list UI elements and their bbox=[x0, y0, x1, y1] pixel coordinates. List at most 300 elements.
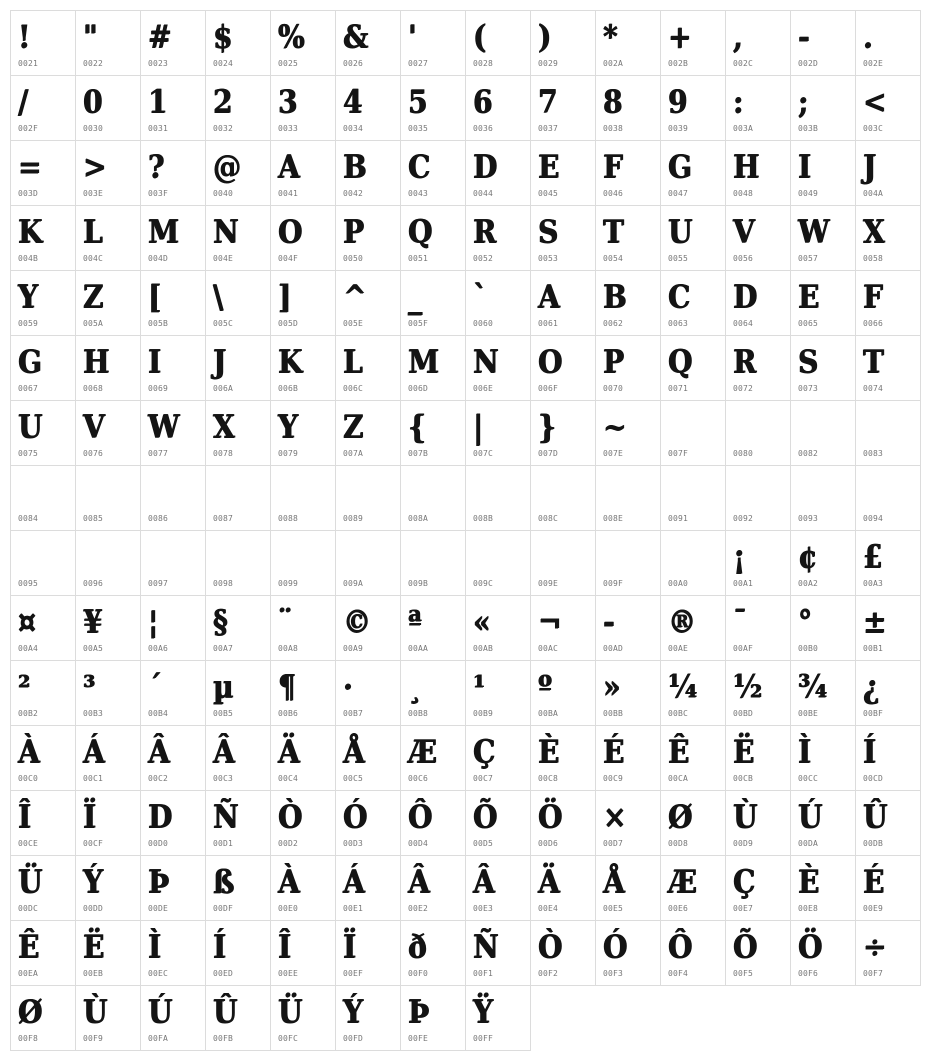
glyph-cell[interactable] bbox=[76, 336, 141, 401]
glyph-cell[interactable] bbox=[531, 401, 596, 466]
glyph-codepoint-label: 0029 bbox=[538, 59, 559, 68]
glyph-cell[interactable] bbox=[206, 596, 271, 661]
glyph-codepoint-label: 006C bbox=[343, 384, 364, 393]
glyph-cell[interactable] bbox=[726, 206, 791, 271]
glyph-cell[interactable] bbox=[336, 271, 401, 336]
glyph-cell[interactable] bbox=[401, 726, 466, 791]
glyph-cell[interactable] bbox=[206, 856, 271, 921]
glyph-preview: 3 bbox=[278, 83, 298, 121]
glyph-cell[interactable] bbox=[856, 206, 921, 271]
glyph-cell[interactable] bbox=[401, 856, 466, 921]
glyph-cell[interactable] bbox=[401, 336, 466, 401]
glyph-codepoint-label: 0049 bbox=[798, 189, 819, 198]
glyph-codepoint-label: 00C2 bbox=[148, 774, 169, 783]
glyph-cell[interactable] bbox=[726, 401, 791, 466]
glyph-codepoint-label: 004D bbox=[148, 254, 169, 263]
glyph-cell[interactable] bbox=[141, 726, 206, 791]
glyph-codepoint-label: 00D6 bbox=[538, 839, 559, 848]
glyph-cell[interactable] bbox=[336, 986, 401, 1051]
glyph-cell[interactable] bbox=[531, 726, 596, 791]
glyph-cell[interactable] bbox=[401, 466, 466, 531]
glyph-cell[interactable] bbox=[791, 531, 856, 596]
glyph-cell[interactable] bbox=[661, 271, 726, 336]
glyph-cell[interactable] bbox=[401, 11, 466, 76]
glyph-cell[interactable] bbox=[401, 206, 466, 271]
glyph-codepoint-label: 0060 bbox=[473, 319, 494, 328]
glyph-cell[interactable] bbox=[661, 11, 726, 76]
glyph-codepoint-label: 004A bbox=[863, 189, 884, 198]
glyph-cell[interactable] bbox=[141, 531, 206, 596]
glyph-preview: L bbox=[343, 343, 363, 381]
glyph-cell[interactable] bbox=[466, 921, 531, 986]
glyph-preview: Ô bbox=[668, 928, 693, 966]
glyph-cell[interactable] bbox=[726, 466, 791, 531]
glyph-cell[interactable] bbox=[271, 336, 336, 401]
glyph-cell[interactable] bbox=[791, 856, 856, 921]
glyph-preview: M bbox=[148, 213, 179, 251]
glyph-cell[interactable] bbox=[596, 661, 661, 726]
glyph-cell[interactable] bbox=[856, 856, 921, 921]
glyph-cell[interactable] bbox=[791, 726, 856, 791]
glyph-codepoint-label: 00A8 bbox=[278, 644, 299, 653]
glyph-cell[interactable] bbox=[11, 466, 76, 531]
glyph-cell[interactable] bbox=[76, 661, 141, 726]
glyph-cell[interactable] bbox=[531, 76, 596, 141]
glyph-codepoint-label: 00DE bbox=[148, 904, 169, 913]
glyph-cell[interactable] bbox=[466, 401, 531, 466]
glyph-cell[interactable] bbox=[11, 11, 76, 76]
glyph-cell[interactable] bbox=[466, 986, 531, 1051]
glyph-cell[interactable] bbox=[11, 141, 76, 206]
glyph-cell[interactable] bbox=[141, 466, 206, 531]
glyph-cell[interactable] bbox=[661, 921, 726, 986]
glyph-preview: Ÿ bbox=[473, 993, 493, 1031]
glyph-cell[interactable] bbox=[336, 726, 401, 791]
glyph-cell[interactable] bbox=[401, 661, 466, 726]
glyph-cell[interactable] bbox=[726, 921, 791, 986]
glyph-cell[interactable] bbox=[76, 986, 141, 1051]
glyph-cell[interactable] bbox=[401, 401, 466, 466]
glyph-cell[interactable] bbox=[466, 596, 531, 661]
glyph-cell[interactable] bbox=[726, 141, 791, 206]
glyph-preview: É bbox=[863, 863, 885, 901]
glyph-codepoint-label: 0063 bbox=[668, 319, 689, 328]
glyph-cell[interactable] bbox=[856, 661, 921, 726]
glyph-codepoint-label: 0027 bbox=[408, 59, 429, 68]
glyph-cell[interactable] bbox=[531, 531, 596, 596]
glyph-cell[interactable] bbox=[791, 11, 856, 76]
glyph-cell[interactable] bbox=[531, 11, 596, 76]
glyph-cell[interactable] bbox=[596, 921, 661, 986]
glyph-cell[interactable] bbox=[271, 206, 336, 271]
glyph-cell[interactable] bbox=[141, 856, 206, 921]
glyph-cell[interactable] bbox=[661, 206, 726, 271]
glyph-codepoint-label: 007A bbox=[343, 449, 364, 458]
glyph-codepoint-label: 0085 bbox=[83, 514, 104, 523]
glyph-codepoint-label: 0047 bbox=[668, 189, 689, 198]
glyph-cell[interactable] bbox=[271, 11, 336, 76]
glyph-cell[interactable] bbox=[661, 466, 726, 531]
glyph-cell[interactable] bbox=[336, 206, 401, 271]
glyph-cell[interactable] bbox=[856, 596, 921, 661]
glyph-cell[interactable] bbox=[791, 921, 856, 986]
glyph-preview: B bbox=[603, 278, 627, 316]
glyph-preview: ¹ bbox=[473, 668, 486, 706]
glyph-codepoint-label: 0052 bbox=[473, 254, 494, 263]
glyph-cell[interactable] bbox=[466, 466, 531, 531]
glyph-cell[interactable] bbox=[531, 791, 596, 856]
glyph-codepoint-label: 0093 bbox=[798, 514, 819, 523]
glyph-codepoint-label: 0066 bbox=[863, 319, 884, 328]
glyph-preview: ¾ bbox=[798, 668, 828, 706]
glyph-cell[interactable] bbox=[791, 141, 856, 206]
glyph-cell[interactable] bbox=[11, 76, 76, 141]
glyph-preview: _ bbox=[408, 278, 422, 316]
glyph-cell[interactable] bbox=[466, 141, 531, 206]
glyph-cell[interactable] bbox=[206, 726, 271, 791]
glyph-cell[interactable] bbox=[11, 661, 76, 726]
glyph-codepoint-label: 00DC bbox=[18, 904, 39, 913]
glyph-cell[interactable] bbox=[336, 921, 401, 986]
glyph-cell[interactable] bbox=[76, 726, 141, 791]
glyph-cell[interactable] bbox=[661, 791, 726, 856]
glyph-cell[interactable] bbox=[726, 11, 791, 76]
glyph-cell[interactable] bbox=[401, 791, 466, 856]
glyph-cell[interactable] bbox=[141, 791, 206, 856]
glyph-preview: U bbox=[18, 408, 43, 446]
glyph-cell[interactable] bbox=[856, 336, 921, 401]
glyph-cell[interactable] bbox=[531, 141, 596, 206]
glyph-cell[interactable] bbox=[11, 336, 76, 401]
glyph-preview: Â bbox=[213, 733, 235, 771]
glyph-cell[interactable] bbox=[466, 76, 531, 141]
glyph-cell[interactable] bbox=[271, 726, 336, 791]
glyph-cell[interactable] bbox=[856, 271, 921, 336]
glyph-cell[interactable] bbox=[141, 336, 206, 401]
glyph-cell[interactable] bbox=[76, 271, 141, 336]
glyph-cell[interactable] bbox=[141, 921, 206, 986]
glyph-cell[interactable] bbox=[466, 531, 531, 596]
glyph-cell[interactable] bbox=[791, 401, 856, 466]
glyph-cell[interactable] bbox=[661, 76, 726, 141]
glyph-codepoint-label: 004C bbox=[83, 254, 104, 263]
glyph-preview: } bbox=[538, 408, 557, 446]
glyph-cell[interactable] bbox=[791, 206, 856, 271]
glyph-cell[interactable] bbox=[11, 726, 76, 791]
glyph-codepoint-label: 002B bbox=[668, 59, 689, 68]
glyph-codepoint-label: 00F7 bbox=[863, 969, 884, 978]
glyph-preview: & bbox=[343, 18, 369, 56]
glyph-cell[interactable] bbox=[11, 271, 76, 336]
glyph-cell[interactable] bbox=[271, 401, 336, 466]
glyph-preview: Ú bbox=[148, 993, 173, 1031]
glyph-cell[interactable] bbox=[76, 141, 141, 206]
glyph-cell[interactable] bbox=[336, 596, 401, 661]
glyph-cell[interactable] bbox=[531, 921, 596, 986]
glyph-cell[interactable] bbox=[596, 401, 661, 466]
glyph-cell[interactable] bbox=[336, 661, 401, 726]
glyph-cell[interactable] bbox=[661, 856, 726, 921]
glyph-cell[interactable] bbox=[271, 596, 336, 661]
glyph-cell[interactable] bbox=[206, 271, 271, 336]
glyph-cell[interactable] bbox=[271, 661, 336, 726]
glyph-cell[interactable] bbox=[531, 466, 596, 531]
glyph-codepoint-label: 00FF bbox=[473, 1034, 494, 1043]
glyph-cell[interactable] bbox=[401, 531, 466, 596]
glyph-cell[interactable] bbox=[726, 661, 791, 726]
glyph-cell[interactable] bbox=[206, 11, 271, 76]
glyph-cell[interactable] bbox=[76, 921, 141, 986]
glyph-cell[interactable] bbox=[76, 791, 141, 856]
glyph-cell[interactable] bbox=[791, 466, 856, 531]
glyph-cell[interactable] bbox=[661, 141, 726, 206]
glyph-preview: E bbox=[538, 148, 560, 186]
glyph-cell[interactable] bbox=[596, 141, 661, 206]
glyph-cell[interactable] bbox=[401, 141, 466, 206]
glyph-codepoint-label: 006A bbox=[213, 384, 234, 393]
glyph-cell[interactable] bbox=[596, 791, 661, 856]
glyph-cell[interactable] bbox=[206, 791, 271, 856]
glyph-cell[interactable] bbox=[466, 791, 531, 856]
glyph-cell[interactable] bbox=[271, 141, 336, 206]
glyph-cell[interactable] bbox=[11, 596, 76, 661]
glyph-cell[interactable] bbox=[856, 466, 921, 531]
glyph-cell[interactable] bbox=[596, 856, 661, 921]
glyph-preview: R bbox=[473, 213, 497, 251]
glyph-codepoint-label: 00AD bbox=[603, 644, 624, 653]
glyph-cell[interactable] bbox=[596, 11, 661, 76]
glyph-codepoint-label: 00BC bbox=[668, 709, 689, 718]
glyph-cell[interactable] bbox=[596, 271, 661, 336]
glyph-cell[interactable] bbox=[596, 726, 661, 791]
glyph-cell[interactable] bbox=[726, 726, 791, 791]
glyph-cell[interactable] bbox=[401, 76, 466, 141]
glyph-cell[interactable] bbox=[726, 596, 791, 661]
glyph-cell[interactable] bbox=[11, 531, 76, 596]
glyph-cell[interactable] bbox=[726, 336, 791, 401]
glyph-preview: Æ bbox=[408, 733, 437, 771]
glyph-cell[interactable] bbox=[271, 466, 336, 531]
glyph-codepoint-label: 003B bbox=[798, 124, 819, 133]
glyph-codepoint-label: 0095 bbox=[18, 579, 39, 588]
glyph-cell[interactable] bbox=[336, 76, 401, 141]
glyph-cell[interactable] bbox=[11, 856, 76, 921]
glyph-codepoint-label: 0033 bbox=[278, 124, 299, 133]
glyph-cell[interactable] bbox=[856, 791, 921, 856]
glyph-codepoint-label: 003C bbox=[863, 124, 884, 133]
glyph-cell[interactable] bbox=[271, 856, 336, 921]
glyph-cell[interactable] bbox=[206, 921, 271, 986]
glyph-cell[interactable] bbox=[11, 401, 76, 466]
glyph-cell[interactable] bbox=[856, 726, 921, 791]
glyph-cell[interactable] bbox=[596, 206, 661, 271]
glyph-preview: V bbox=[733, 213, 755, 251]
glyph-cell[interactable] bbox=[76, 206, 141, 271]
glyph-cell[interactable] bbox=[401, 271, 466, 336]
glyph-preview: ^ bbox=[343, 278, 367, 316]
glyph-cell[interactable] bbox=[531, 271, 596, 336]
glyph-cell[interactable] bbox=[336, 531, 401, 596]
glyph-preview: = bbox=[18, 148, 42, 186]
glyph-cell[interactable] bbox=[271, 986, 336, 1051]
glyph-cell[interactable] bbox=[76, 856, 141, 921]
glyph-cell[interactable] bbox=[206, 336, 271, 401]
glyph-cell[interactable] bbox=[466, 206, 531, 271]
glyph-cell[interactable] bbox=[726, 271, 791, 336]
glyph-cell[interactable] bbox=[11, 921, 76, 986]
glyph-codepoint-label: 00C4 bbox=[278, 774, 299, 783]
glyph-cell[interactable] bbox=[271, 791, 336, 856]
glyph-cell[interactable] bbox=[466, 661, 531, 726]
glyph-cell[interactable] bbox=[336, 141, 401, 206]
glyph-cell[interactable] bbox=[661, 726, 726, 791]
glyph-preview: Ø bbox=[668, 798, 693, 836]
glyph-cell[interactable] bbox=[401, 986, 466, 1051]
glyph-codepoint-label: 0083 bbox=[863, 449, 884, 458]
glyph-cell[interactable] bbox=[336, 466, 401, 531]
glyph-cell[interactable] bbox=[596, 531, 661, 596]
glyph-cell[interactable] bbox=[401, 921, 466, 986]
glyph-cell[interactable] bbox=[206, 206, 271, 271]
glyph-preview: « bbox=[473, 603, 491, 641]
glyph-cell[interactable] bbox=[856, 531, 921, 596]
glyph-cell[interactable] bbox=[726, 856, 791, 921]
glyph-cell[interactable] bbox=[596, 596, 661, 661]
glyph-preview: @ bbox=[213, 148, 241, 186]
glyph-cell[interactable] bbox=[76, 76, 141, 141]
glyph-cell[interactable] bbox=[11, 986, 76, 1051]
glyph-codepoint-label: 008C bbox=[538, 514, 559, 523]
glyph-cell[interactable] bbox=[141, 596, 206, 661]
glyph-cell[interactable] bbox=[206, 141, 271, 206]
glyph-codepoint-label: 00E8 bbox=[798, 904, 819, 913]
glyph-cell[interactable] bbox=[531, 336, 596, 401]
glyph-cell[interactable] bbox=[76, 596, 141, 661]
glyph-cell[interactable] bbox=[531, 661, 596, 726]
glyph-cell[interactable] bbox=[271, 271, 336, 336]
glyph-codepoint-label: 00A1 bbox=[733, 579, 754, 588]
glyph-cell[interactable] bbox=[206, 986, 271, 1051]
glyph-cell[interactable] bbox=[661, 661, 726, 726]
glyph-cell[interactable] bbox=[791, 791, 856, 856]
glyph-cell[interactable] bbox=[76, 531, 141, 596]
glyph-preview: > bbox=[83, 148, 107, 186]
glyph-cell[interactable] bbox=[271, 76, 336, 141]
glyph-cell[interactable] bbox=[141, 76, 206, 141]
glyph-cell[interactable] bbox=[531, 596, 596, 661]
glyph-cell[interactable] bbox=[791, 76, 856, 141]
glyph-preview: % bbox=[278, 18, 305, 56]
glyph-cell[interactable] bbox=[336, 401, 401, 466]
glyph-preview: ] bbox=[278, 278, 292, 316]
glyph-cell[interactable] bbox=[336, 336, 401, 401]
glyph-cell[interactable] bbox=[336, 856, 401, 921]
glyph-preview: . bbox=[863, 18, 873, 56]
glyph-cell[interactable] bbox=[76, 11, 141, 76]
glyph-codepoint-label: 00E3 bbox=[473, 904, 494, 913]
glyph-preview: B bbox=[343, 148, 367, 186]
glyph-codepoint-label: 00F2 bbox=[538, 969, 559, 978]
glyph-cell[interactable] bbox=[596, 76, 661, 141]
glyph-cell[interactable] bbox=[661, 531, 726, 596]
glyph-cell[interactable] bbox=[726, 76, 791, 141]
glyph-cell[interactable] bbox=[856, 141, 921, 206]
glyph-preview: " bbox=[83, 18, 98, 56]
glyph-cell[interactable] bbox=[336, 791, 401, 856]
glyph-cell[interactable] bbox=[726, 531, 791, 596]
glyph-cell[interactable] bbox=[11, 206, 76, 271]
glyph-cell[interactable] bbox=[596, 466, 661, 531]
glyph-cell[interactable] bbox=[206, 466, 271, 531]
glyph-preview: Ë bbox=[733, 733, 755, 771]
glyph-cell[interactable] bbox=[336, 11, 401, 76]
glyph-cell[interactable] bbox=[271, 921, 336, 986]
glyph-cell[interactable] bbox=[206, 661, 271, 726]
glyph-cell[interactable] bbox=[661, 596, 726, 661]
glyph-cell[interactable] bbox=[661, 401, 726, 466]
glyph-cell[interactable] bbox=[76, 466, 141, 531]
glyph-cell[interactable] bbox=[466, 856, 531, 921]
glyph-cell[interactable] bbox=[401, 596, 466, 661]
glyph-preview: Ì bbox=[148, 928, 162, 966]
glyph-cell[interactable] bbox=[141, 401, 206, 466]
glyph-cell[interactable] bbox=[141, 271, 206, 336]
glyph-cell[interactable] bbox=[466, 11, 531, 76]
glyph-cell[interactable] bbox=[466, 726, 531, 791]
glyph-codepoint-label: 0068 bbox=[83, 384, 104, 393]
glyph-cell[interactable] bbox=[661, 336, 726, 401]
glyph-cell[interactable] bbox=[856, 11, 921, 76]
glyph-cell[interactable] bbox=[271, 531, 336, 596]
glyph-cell[interactable] bbox=[11, 791, 76, 856]
glyph-codepoint-label: 00B6 bbox=[278, 709, 299, 718]
glyph-cell[interactable] bbox=[856, 921, 921, 986]
glyph-codepoint-label: 00C1 bbox=[83, 774, 104, 783]
glyph-cell[interactable] bbox=[791, 336, 856, 401]
glyph-preview: C bbox=[408, 148, 431, 186]
glyph-preview: ¥ bbox=[83, 603, 103, 641]
glyph-cell[interactable] bbox=[141, 986, 206, 1051]
glyph-cell[interactable] bbox=[206, 76, 271, 141]
glyph-cell[interactable] bbox=[531, 856, 596, 921]
glyph-preview: ¡ bbox=[733, 538, 746, 576]
glyph-cell[interactable] bbox=[791, 596, 856, 661]
glyph-cell[interactable] bbox=[206, 401, 271, 466]
glyph-cell[interactable] bbox=[726, 791, 791, 856]
glyph-cell[interactable] bbox=[856, 76, 921, 141]
glyph-cell[interactable] bbox=[466, 336, 531, 401]
glyph-cell[interactable] bbox=[141, 141, 206, 206]
glyph-codepoint-label: 009C bbox=[473, 579, 494, 588]
glyph-codepoint-label: 00AA bbox=[408, 644, 429, 653]
glyph-codepoint-label: 0026 bbox=[343, 59, 364, 68]
glyph-cell[interactable] bbox=[856, 401, 921, 466]
glyph-cell[interactable] bbox=[791, 271, 856, 336]
glyph-codepoint-label: 00E2 bbox=[408, 904, 429, 913]
glyph-cell[interactable] bbox=[531, 206, 596, 271]
glyph-cell[interactable] bbox=[141, 206, 206, 271]
glyph-cell[interactable] bbox=[466, 271, 531, 336]
glyph-codepoint-label: 0075 bbox=[18, 449, 39, 458]
glyph-cell[interactable] bbox=[791, 661, 856, 726]
glyph-cell[interactable] bbox=[141, 661, 206, 726]
glyph-codepoint-label: 00DB bbox=[863, 839, 884, 848]
glyph-preview: Ê bbox=[668, 733, 690, 771]
glyph-cell[interactable] bbox=[206, 531, 271, 596]
glyph-cell[interactable] bbox=[76, 401, 141, 466]
glyph-cell[interactable] bbox=[596, 336, 661, 401]
glyph-cell[interactable] bbox=[141, 11, 206, 76]
